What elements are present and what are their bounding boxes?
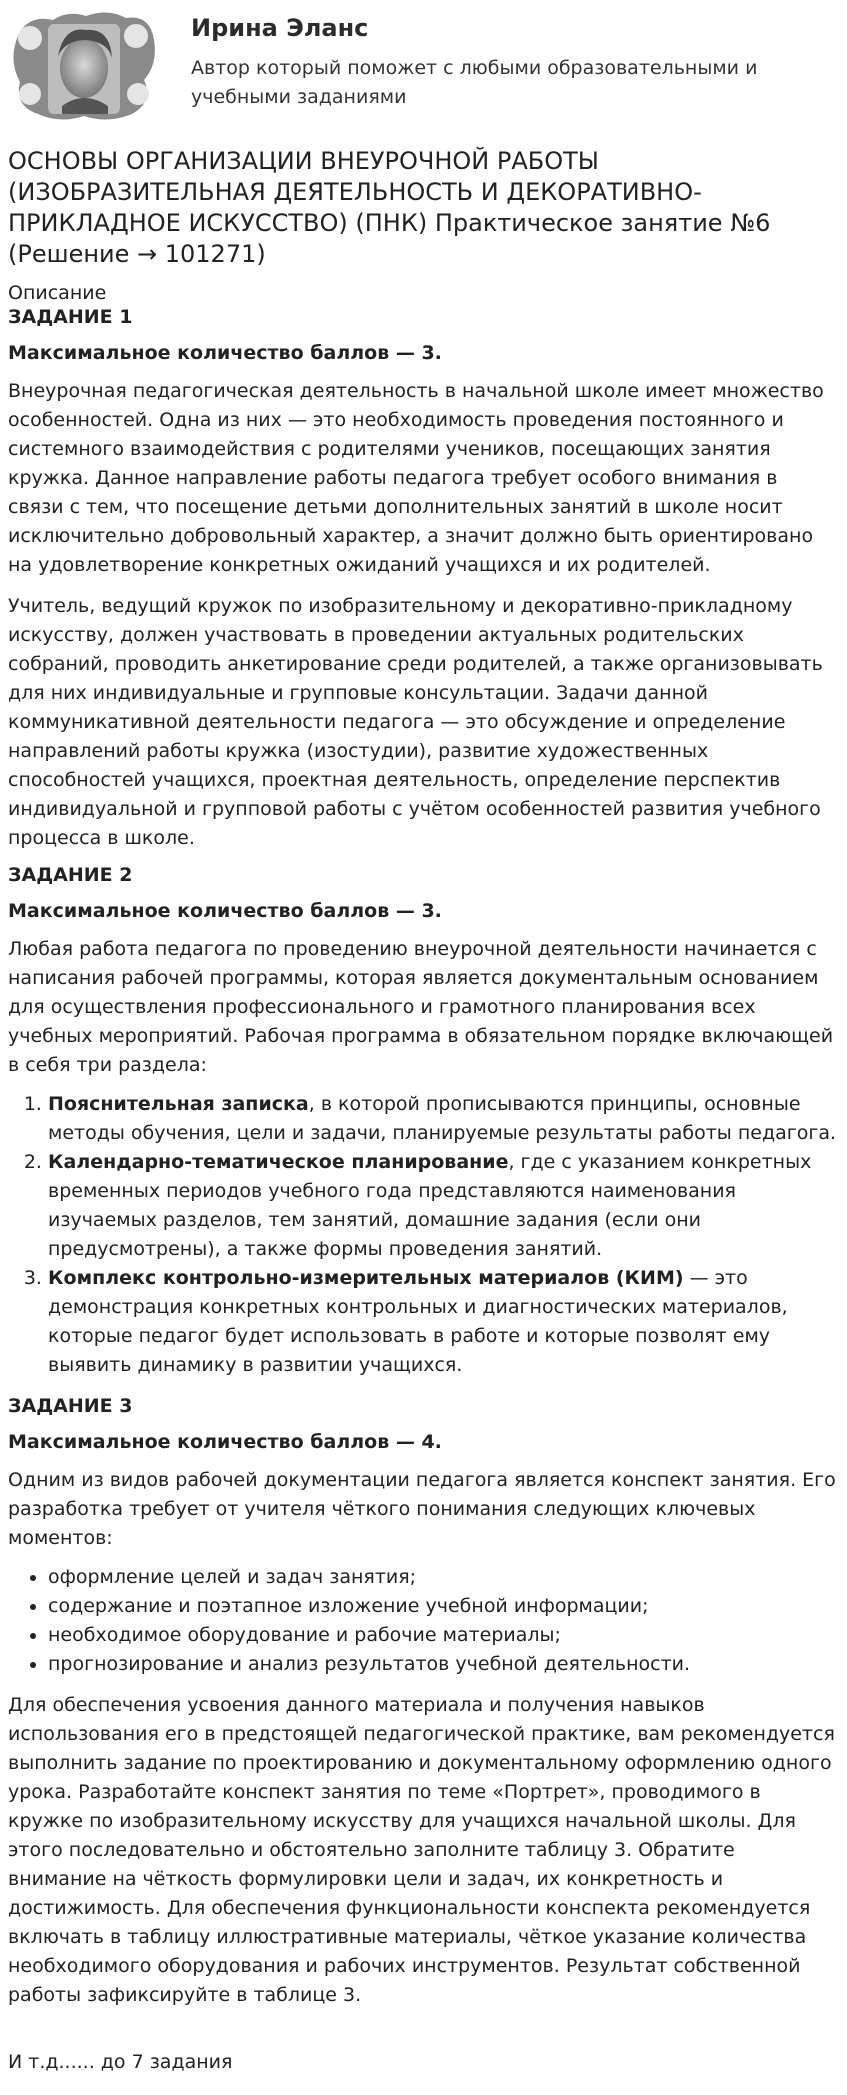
task3-max-score: Максимальное количество баллов — 4. bbox=[8, 1431, 442, 1453]
list-item bbox=[48, 1264, 838, 1380]
task1-max-score: Максимальное количество баллов — 3. bbox=[8, 342, 442, 364]
task1-heading: ЗАДАНИЕ 1 bbox=[8, 306, 133, 328]
task2-max-score: Максимальное количество баллов — 3. bbox=[8, 900, 442, 922]
list-item: • прогнозирование и анализ результатов учебной деятельности. bbox=[48, 1650, 838, 1679]
list-item: • необходимое оборудование и рабочие материалы; bbox=[48, 1621, 838, 1650]
author-card bbox=[8, 6, 838, 126]
task3-heading: ЗАДАНИЕ 3 bbox=[8, 1395, 133, 1417]
list-item bbox=[48, 1148, 838, 1264]
list-item-text: , в которой прописываются принципы, основные методы обучения, цели и задачи, планируемые результаты работы педагога. bbox=[48, 1093, 837, 1144]
list-item: • содержание и поэтапное изложение учебной информации; bbox=[48, 1592, 838, 1621]
description-label: Описание bbox=[8, 282, 107, 304]
document-title: ОСНОВЫ ОРГАНИЗАЦИИ ВНЕУРОЧНОЙ РАБОТЫ (ИЗОБРАЗИТЕЛЬНАЯ ДЕЯТЕЛЬНОСТЬ И ДЕКОРАТИВНО-ПРИКЛАДНОЕ ИСКУССТВО) (ПНК) Практическое занятие №6 (Решение → 101271) bbox=[8, 147, 771, 268]
list-item-bold: Комплекс контрольно-измерительных материалов (КИМ) bbox=[48, 1267, 684, 1289]
author-avatar[interactable] bbox=[8, 6, 158, 124]
author-description: Автор который поможет с любыми образовательными и учебными заданиями bbox=[191, 57, 758, 108]
task2-heading: ЗАДАНИЕ 2 bbox=[8, 864, 133, 886]
task2-sections-list bbox=[8, 1090, 838, 1380]
task2-paragraph-1: Любая работа педагога по проведению внеурочной деятельности начинается с написания рабочей программы, которая является документальным основанием для осуществления профессионального и грамотного планирования всех учебных мероприятий. Рабочая программа в обязательном порядке включающей в себя три раздела: bbox=[8, 938, 834, 1076]
list-item-bold: Календарно-тематическое планирование bbox=[48, 1151, 509, 1173]
author-name[interactable]: Ирина Эланс bbox=[191, 14, 369, 42]
task3-bullet-list bbox=[8, 1563, 838, 1679]
task1-paragraph-1: Внеурочная педагогическая деятельность в начальной школе имеет множество особенностей. Одна из них — это необходимость проведения постоянного и системного взаимодействия с родителями учеников, посещающих занятия кружка. Данное направление работы педагога требует особого внимания в связи с тем, что посещение детьми дополнительных занятий в школе носит исключительно добровольный характер, а значит должно быть ориентировано на удовлетворение конкретных ожиданий учащихся и их родителей. bbox=[8, 380, 824, 576]
list-item-bold: Пояснительная записка bbox=[48, 1093, 309, 1115]
document-content bbox=[8, 146, 838, 2074]
list-item-text: , где с указанием конкретных временных периодов учебного года представляются наименования изучаемых разделов, тем занятий, домашние задания (если они предусмотрены), а также формы проведения занятий. bbox=[48, 1151, 812, 1260]
ending-note: И т.д...... до 7 задания bbox=[8, 2051, 233, 2073]
list-item bbox=[48, 1090, 838, 1148]
list-item: • оформление целей и задач занятия; bbox=[48, 1563, 838, 1592]
task1-paragraph-2: Учитель, ведущий кружок по изобразительному и декоративно-прикладному искусству, должен участвовать в проведении актуальных родительских собраний, проводить анкетирование среди родителей, а также организовывать для них индивидуальные и групповые консультации. Задачи данной коммуникативной деятельности педагога — это обсуждение и определение направлений работы кружка (изостудии), развитие художественных способностей учащихся, проектная деятельность, определение перспектив индивидуальной и групповой работы с учётом особенностей развития учебного процесса в школе. bbox=[8, 595, 823, 849]
list-item-text: — это демонстрация конкретных контрольных и диагностических материалов, которые педагог будет использовать в работе и которые позволят ему выявить динамику в развитии учащихся. bbox=[48, 1267, 788, 1376]
task3-paragraph-1: Одним из видов рабочей документации педагога является конспект занятия. Его разработка требует от учителя чёткого понимания следующих ключевых моментов: bbox=[8, 1469, 836, 1549]
task3-paragraph-2: Для обеспечения усвоения данного материала и получения навыков использования его в предстоящей педагогической практике, вам рекомендуется выполнить задание по проектированию и документальному оформлению одного урока. Разработайте конспект занятия по теме «Портрет», проводимого в кружке по изобразительному искусству для учащихся начальной школы. Для этого последовательно и обстоятельно заполните таблицу 3. Обратите внимание на чёткость формулировки цели и задач, их конкретность и достижимость. Для обеспечения функциональности конспекта рекомендуется включать в таблицу иллюстративные материалы, чёткое указание количества необходимого оборудования и рабочих инструментов. Результат собственной работы зафиксируйте в таблице 3. bbox=[8, 1694, 835, 2006]
